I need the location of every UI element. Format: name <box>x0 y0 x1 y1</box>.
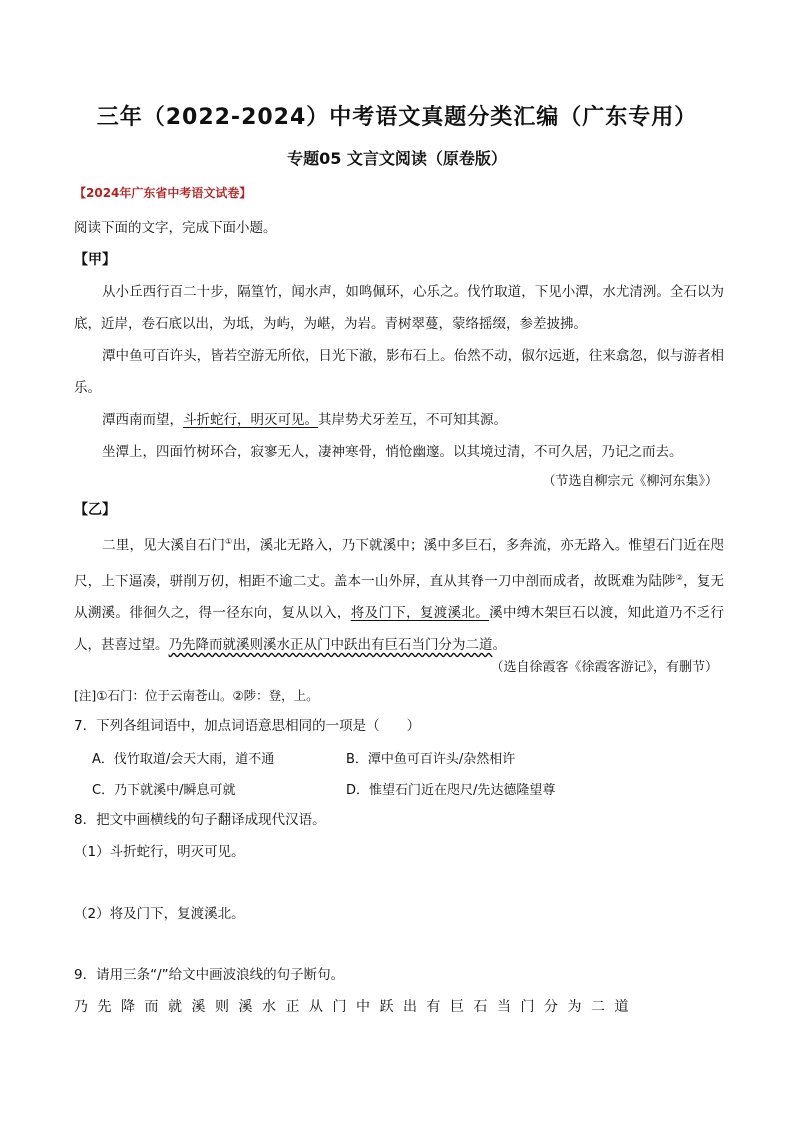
passage-jia-p3-after: 其岸势犬牙差互，不可知其源。 <box>318 412 507 428</box>
annotation-notes: [注]①石门：位于云南苍山。②陟：登，上。 <box>74 688 319 703</box>
footnote-marker-2: ② <box>675 572 684 582</box>
passage-yi-text-d: 溪中缚木架巨石以渡，知此道乃不乏行人，甚喜过望。 <box>74 605 725 653</box>
passage-yi-source: （选自徐霞客《徐霞客游记》，有删节） <box>490 660 718 675</box>
document-subtitle: 专题05 文言文阅读（原卷版） <box>287 149 507 168</box>
passage-jia-p2-text: 潭中鱼可百许头，皆若空游无所依，日光下澈，影布石上。佁然不动，俶尔远逝，往来翕忽，似与游者相乐。 <box>74 348 724 396</box>
passage-jia-p4-text: 坐潭上，四面竹树环合，寂寥无人，凄神寒骨，悄怆幽邃。以其境过清，不可久居，乃记之而去。 <box>102 444 683 460</box>
passage-jia-paragraph-4 <box>74 436 724 468</box>
question-7-option-d: D．惟望石门近在咫尺/先达德隆望尊 <box>346 783 556 798</box>
question-7-option-c: C．乃下就溪中/瞬息可就 <box>92 783 236 798</box>
question-9-sentence: 乃先降而就溪则溪水正从门中跃出有巨石当门分为二道 <box>74 999 638 1015</box>
footnote-marker-1: ① <box>225 537 233 546</box>
underlined-sentence-1: 斗折蛇行，明灭可见。 <box>183 412 318 428</box>
passage-yi-paragraph <box>74 526 724 661</box>
passage-jia-paragraph-3 <box>74 404 724 436</box>
passage-jia-paragraph-2 <box>74 340 724 404</box>
wavy-underlined-sentence: 乃先降而就溪则溪水正从门中跃出有巨石当门分为二道 <box>168 637 493 653</box>
question-7-option-b: B．潭中鱼可百许头/杂然相许 <box>346 752 516 767</box>
question-8-stem: 8．把文中画横线的句子翻译成现代汉语。 <box>74 812 326 828</box>
passage-yi-label: 【乙】 <box>74 502 116 518</box>
instruction-text: 阅读下面的文字，完成下面小题。 <box>74 220 277 236</box>
question-7-stem: 7．下列各组词语中，加点词语意思相同的一项是（ ） <box>74 718 421 734</box>
document-title: 三年（2022-2024）中考语文真题分类汇编（广东专用） <box>96 105 698 130</box>
underlined-sentence-2: 将及门下，复渡溪北。 <box>350 605 490 621</box>
passage-jia-paragraph-1 <box>74 276 724 340</box>
passage-yi-text-a: 二里，见大溪自石门 <box>102 537 226 554</box>
passage-yi-text-end: 。 <box>492 637 506 653</box>
passage-yi-text-b: 出，溪北无路入，乃下就溪中；溪中多巨石，多奔流，亦无路入。惟望石门近在咫尺，上下逼凑，骈削万仞，相距不逾二丈。盖本一山外屏，直从其脊一刀中剖而成者，故既难为陆陟 <box>74 537 725 589</box>
question-9-stem: 9．请用三条“/”给文中画波浪线的句子断句。 <box>74 967 345 983</box>
passage-yi-text-c: ，复无从溯溪。徘徊久之，得一径东向，复从以入， <box>74 573 725 621</box>
passage-jia-label: 【甲】 <box>74 252 116 268</box>
question-8-sentence-2: （2）将及门下，复渡溪北。 <box>74 906 245 922</box>
passage-jia-p1-text: 从小丘西行百二十步，隔篁竹，闻水声，如鸣佩环，心乐之。伐竹取道，下见小潭，水尤清洌。全石以为底，近岸，卷石底以出，为坻，为屿，为嵁，为岩。青树翠蔓，蒙络摇缀，参差披拂。 <box>74 284 724 332</box>
passage-jia-source: （节选自柳宗元《柳河东集》） <box>542 474 718 489</box>
question-7-option-a: A．伐竹取道/会天大雨，道不通 <box>92 752 275 767</box>
passage-jia-p3-before: 潭西南而望， <box>102 412 183 428</box>
question-8-sentence-1: （1）斗折蛇行，明灭可见。 <box>74 844 245 860</box>
exam-source-tag: 【2024年广东省中考语文试卷】 <box>74 186 252 200</box>
